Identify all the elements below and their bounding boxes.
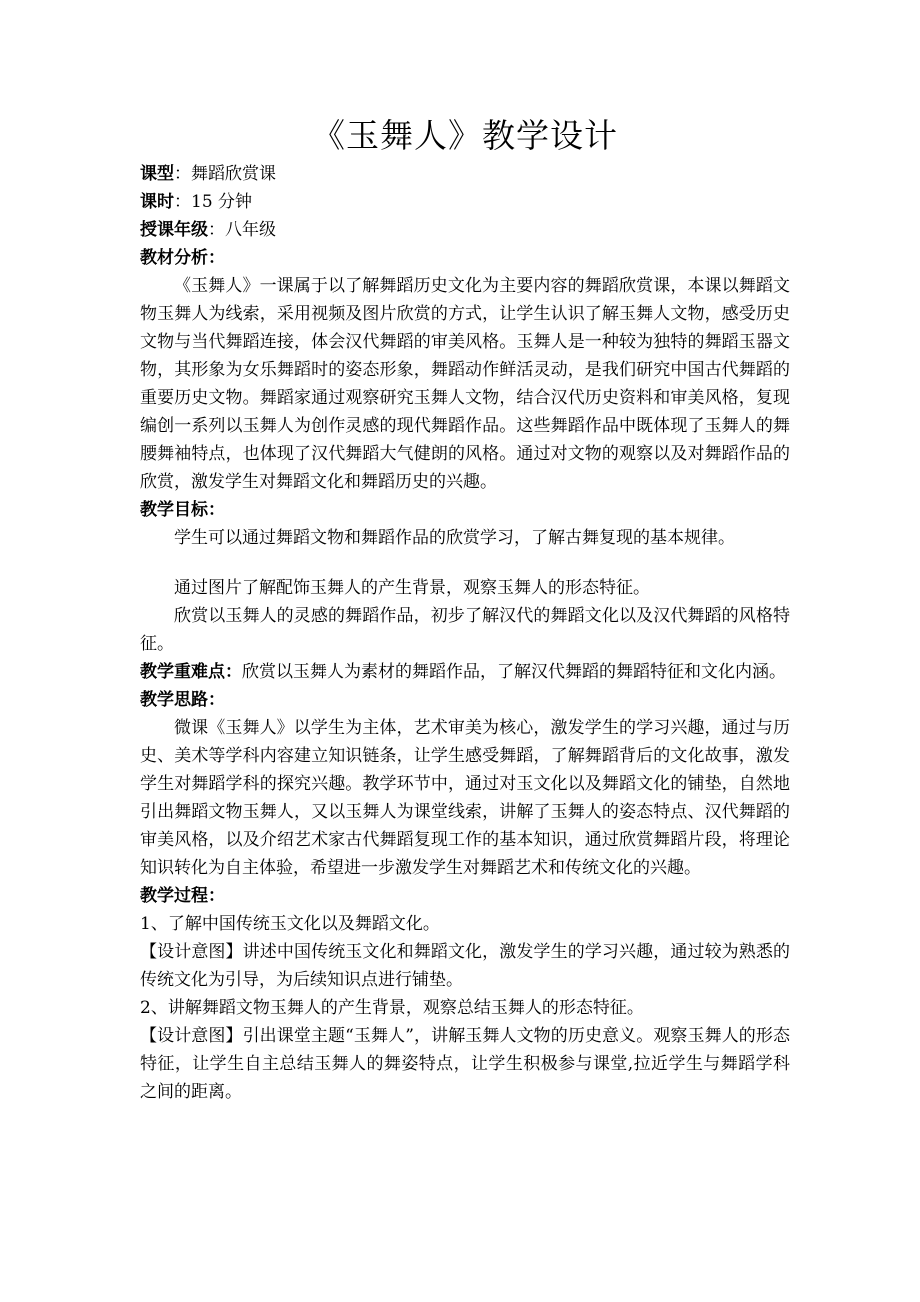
design-intent-text-2: 引出课堂主题“玉舞人”，讲解玉舞人文物的历史意义。观察玉舞人的形态特征，让学生自主总结玉舞人的舞姿特点，让学生积极参与课堂,拉近学生与舞蹈学科之间的距离。 [140, 1026, 790, 1102]
grade-value: 八年级 [225, 220, 276, 240]
document-title: 《玉舞人》教学设计 [312, 116, 618, 155]
goal-item-1: 学生可以通过舞蹈文物和舞蹈作品的欣赏学习，了解古舞复现的基本规律。 [174, 528, 735, 548]
duration-sep: ： [174, 192, 191, 212]
analysis-paragraph: 《玉舞人》一课属于以了解舞蹈历史文化为主要内容的舞蹈欣赏课，本课以舞蹈文物玉舞人为线索，采用视频及图片欣赏的方式，让学生认识了解玉舞人文物，感受历史文物与当代舞蹈连接，体会汉代舞蹈的审美风格。玉舞人是一种较为独特的舞蹈玉器文物，其形象为女乐舞蹈时的姿态形象，舞蹈动作鲜活灵动，是我们研究中国古代舞蹈的重要历史文物。舞蹈家通过观察研究玉舞人文物，结合汉代历史资料和审美风格，复现编创一系列以玉舞人为创作灵感的现代舞蹈作品。这些舞蹈作品中既体现了玉舞人的舞腰舞袖特点，也体现了汉代舞蹈大气健朗的风格。通过对文物的观察以及对舞蹈作品的欣赏，激发学生对舞蹈文化和舞蹈历史的兴趣。 [140, 276, 790, 492]
design-intent-1 [140, 938, 790, 994]
lesson-type-label: 课型 [140, 164, 174, 184]
difficulty-label: 教学重难点 [140, 662, 225, 682]
paragraph-gap [140, 552, 790, 574]
duration-label: 课时 [140, 192, 174, 212]
lesson-type-line [140, 160, 790, 188]
difficulty-sep: ： [225, 662, 242, 682]
goals-heading: 教学目标： [140, 500, 225, 520]
process-step-1: 1、了解中国传统玉文化以及舞蹈文化。 [140, 914, 440, 934]
grade-label: 授课年级 [140, 220, 208, 240]
lesson-type-sep: ： [174, 164, 191, 184]
approach-heading: 教学思路： [140, 690, 225, 710]
process-heading: 教学过程： [140, 886, 225, 906]
duration-value: 15 分钟 [191, 192, 253, 212]
design-intent-label-2: 【设计意图】 [140, 1026, 243, 1046]
lesson-type-value: 舞蹈欣赏课 [191, 164, 276, 184]
process-step-2: 2、讲解舞蹈文物玉舞人的产生背景，观察总结玉舞人的形态特征。 [140, 998, 644, 1018]
duration-line [140, 188, 790, 216]
difficulty-paragraph [140, 658, 790, 686]
document-page [140, 112, 790, 1106]
approach-paragraph: 微课《玉舞人》以学生为主体，艺术审美为核心，激发学生的学习兴趣，通过与历史、美术等学科内容建立知识链条，让学生感受舞蹈，了解舞蹈背后的文化故事，激发学生对舞蹈学科的探究兴趣。教学环节中，通过对玉文化以及舞蹈文化的铺垫，自然地引出舞蹈文物玉舞人，又以玉舞人为课堂线索，讲解了玉舞人的姿态特点、汉代舞蹈的审美风格，以及介绍艺术家古代舞蹈复现工作的基本知识，通过欣赏舞蹈片段，将理论知识转化为自主体验，希望进一步激发学生对舞蹈艺术和传统文化的兴趣。 [140, 718, 790, 878]
design-intent-2 [140, 1022, 790, 1106]
analysis-heading: 教材分析： [140, 248, 225, 268]
design-intent-text-1: 讲述中国传统玉文化和舞蹈文化，激发学生的学习兴趣，通过较为熟悉的传统文化为引导，为后续知识点进行铺垫。 [140, 942, 791, 990]
difficulty-text: 欣赏以玉舞人为素材的舞蹈作品，了解汉代舞蹈的舞蹈特征和文化内涵。 [242, 662, 786, 682]
design-intent-label-1: 【设计意图】 [140, 942, 243, 962]
goal-item-2: 通过图片了解配饰玉舞人的产生背景，观察玉舞人的形态特征。 [174, 578, 650, 598]
goal-item-3: 欣赏以玉舞人的灵感的舞蹈作品，初步了解汉代的舞蹈文化以及汉代舞蹈的风格特征。 [140, 606, 790, 654]
grade-line [140, 216, 790, 244]
grade-sep: ： [208, 220, 225, 240]
